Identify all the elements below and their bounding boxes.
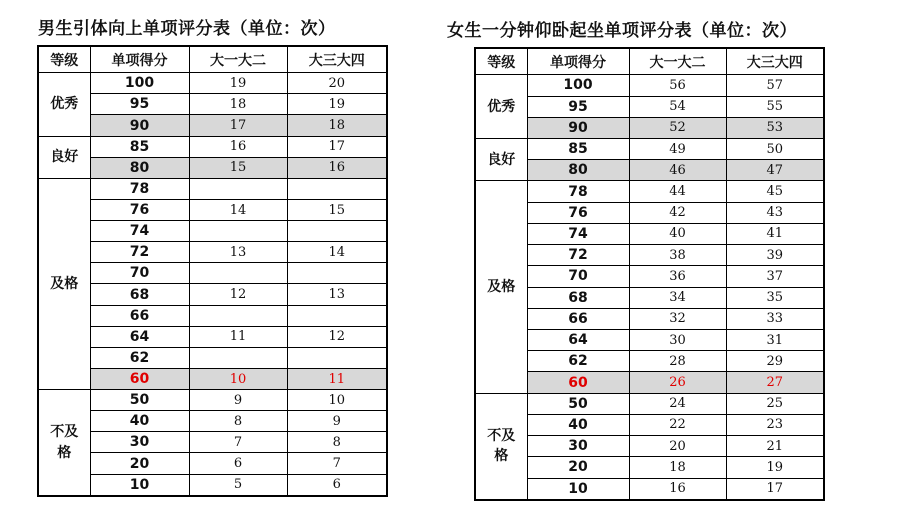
junior-senior-value bbox=[287, 221, 387, 242]
score-row bbox=[38, 73, 387, 94]
freshman-sophomore-value bbox=[189, 263, 287, 284]
score-row bbox=[475, 266, 824, 287]
freshman-sophomore-value: 19 bbox=[189, 73, 287, 94]
junior-senior-value: 31 bbox=[726, 329, 824, 350]
score-row bbox=[38, 221, 387, 242]
score-row bbox=[475, 478, 824, 500]
junior-senior-value: 10 bbox=[287, 390, 387, 411]
freshman-sophomore-value: 52 bbox=[629, 117, 726, 138]
junior-senior-value: 53 bbox=[726, 117, 824, 138]
freshman-sophomore-value: 18 bbox=[629, 457, 726, 478]
score-header: 单项得分 bbox=[90, 46, 189, 73]
junior-senior-value: 16 bbox=[287, 157, 387, 178]
junior-senior-value bbox=[287, 178, 387, 199]
freshman-sophomore-value bbox=[189, 221, 287, 242]
junior-senior-value: 15 bbox=[287, 199, 387, 220]
score-cell: 70 bbox=[90, 263, 189, 284]
junior-senior-value bbox=[287, 263, 387, 284]
grade-label: 及格 bbox=[475, 181, 527, 393]
freshman-sophomore-value: 40 bbox=[629, 223, 726, 244]
score-row bbox=[38, 474, 387, 496]
freshman-sophomore-value: 16 bbox=[189, 136, 287, 157]
junior-senior-value: 25 bbox=[726, 393, 824, 414]
score-row bbox=[38, 94, 387, 115]
score-row bbox=[38, 136, 387, 157]
score-cell: 50 bbox=[90, 390, 189, 411]
score-cell: 60 bbox=[90, 368, 189, 389]
freshman-sophomore-value bbox=[189, 305, 287, 326]
score-row bbox=[38, 305, 387, 326]
freshman-sophomore-value: 18 bbox=[189, 94, 287, 115]
score-cell: 62 bbox=[90, 347, 189, 368]
score-cell: 10 bbox=[90, 474, 189, 496]
junior-senior-value: 23 bbox=[726, 414, 824, 435]
score-cell: 76 bbox=[90, 199, 189, 220]
freshman-sophomore-value: 34 bbox=[629, 287, 726, 308]
score-cell: 76 bbox=[527, 202, 629, 223]
score-cell: 30 bbox=[527, 436, 629, 457]
score-cell: 74 bbox=[90, 221, 189, 242]
freshman-sophomore-value: 32 bbox=[629, 308, 726, 329]
score-cell: 64 bbox=[527, 329, 629, 350]
score-row bbox=[38, 453, 387, 474]
score-row bbox=[38, 157, 387, 178]
score-cell: 80 bbox=[527, 160, 629, 181]
score-cell: 72 bbox=[527, 245, 629, 266]
junior-senior-value: 39 bbox=[726, 245, 824, 266]
score-cell: 68 bbox=[90, 284, 189, 305]
header-row bbox=[38, 46, 387, 73]
score-row bbox=[475, 117, 824, 138]
junior-senior-value: 12 bbox=[287, 326, 387, 347]
grade-label: 及格 bbox=[38, 178, 90, 389]
junior-senior-value bbox=[287, 347, 387, 368]
score-row bbox=[475, 308, 824, 329]
score-row bbox=[38, 326, 387, 347]
junior-senior-value: 14 bbox=[287, 242, 387, 263]
score-row bbox=[475, 372, 824, 393]
freshman-sophomore-header: 大一大二 bbox=[629, 48, 726, 75]
header-row bbox=[475, 48, 824, 75]
freshman-sophomore-value: 15 bbox=[189, 157, 287, 178]
score-row bbox=[38, 347, 387, 368]
junior-senior-value: 33 bbox=[726, 308, 824, 329]
score-header: 单项得分 bbox=[527, 48, 629, 75]
score-cell: 10 bbox=[527, 478, 629, 500]
freshman-sophomore-value: 11 bbox=[189, 326, 287, 347]
score-cell: 60 bbox=[527, 372, 629, 393]
score-cell: 30 bbox=[90, 432, 189, 453]
score-cell: 40 bbox=[90, 411, 189, 432]
score-cell: 74 bbox=[527, 223, 629, 244]
score-cell: 95 bbox=[90, 94, 189, 115]
junior-senior-value: 35 bbox=[726, 287, 824, 308]
score-row bbox=[38, 411, 387, 432]
score-cell: 66 bbox=[527, 308, 629, 329]
score-cell: 90 bbox=[527, 117, 629, 138]
freshman-sophomore-value: 26 bbox=[629, 372, 726, 393]
junior-senior-value: 45 bbox=[726, 181, 824, 202]
score-cell: 78 bbox=[527, 181, 629, 202]
junior-senior-value: 57 bbox=[726, 75, 824, 96]
junior-senior-value: 17 bbox=[287, 136, 387, 157]
freshman-sophomore-value: 13 bbox=[189, 242, 287, 263]
score-cell: 100 bbox=[527, 75, 629, 96]
freshman-sophomore-value: 6 bbox=[189, 453, 287, 474]
junior-senior-value: 13 bbox=[287, 284, 387, 305]
female-table-title: 女生一分钟仰卧起坐单项评分表（单位：次） bbox=[447, 21, 797, 41]
junior-senior-value: 43 bbox=[726, 202, 824, 223]
junior-senior-value: 7 bbox=[287, 453, 387, 474]
grade-label: 良好 bbox=[475, 139, 527, 181]
score-cell: 40 bbox=[527, 414, 629, 435]
score-row bbox=[475, 160, 824, 181]
junior-senior-value: 19 bbox=[726, 457, 824, 478]
freshman-sophomore-header: 大一大二 bbox=[189, 46, 287, 73]
score-row bbox=[38, 115, 387, 136]
score-row bbox=[38, 368, 387, 389]
score-cell: 100 bbox=[90, 73, 189, 94]
grade-label: 优秀 bbox=[475, 75, 527, 139]
grade-header: 等级 bbox=[475, 48, 527, 75]
male-pullup-score-table bbox=[37, 45, 388, 497]
score-row bbox=[475, 139, 824, 160]
junior-senior-header: 大三大四 bbox=[726, 48, 824, 75]
score-row bbox=[475, 457, 824, 478]
junior-senior-header: 大三大四 bbox=[287, 46, 387, 73]
freshman-sophomore-value: 49 bbox=[629, 139, 726, 160]
score-row bbox=[475, 329, 824, 350]
freshman-sophomore-value: 14 bbox=[189, 199, 287, 220]
score-row bbox=[475, 414, 824, 435]
male-table-title: 男生引体向上单项评分表（单位：次） bbox=[38, 19, 336, 39]
freshman-sophomore-value: 10 bbox=[189, 368, 287, 389]
freshman-sophomore-value: 38 bbox=[629, 245, 726, 266]
junior-senior-value: 41 bbox=[726, 223, 824, 244]
score-row bbox=[475, 351, 824, 372]
score-row bbox=[38, 242, 387, 263]
score-row bbox=[475, 96, 824, 117]
junior-senior-value: 47 bbox=[726, 160, 824, 181]
score-row bbox=[475, 75, 824, 96]
junior-senior-value: 29 bbox=[726, 351, 824, 372]
freshman-sophomore-value bbox=[189, 178, 287, 199]
score-cell: 85 bbox=[90, 136, 189, 157]
score-row bbox=[38, 263, 387, 284]
junior-senior-value: 50 bbox=[726, 139, 824, 160]
score-cell: 80 bbox=[90, 157, 189, 178]
junior-senior-value: 17 bbox=[726, 478, 824, 500]
grade-label: 不及 格 bbox=[475, 393, 527, 500]
junior-senior-value: 55 bbox=[726, 96, 824, 117]
score-cell: 20 bbox=[90, 453, 189, 474]
score-cell: 95 bbox=[527, 96, 629, 117]
junior-senior-value: 27 bbox=[726, 372, 824, 393]
score-row bbox=[38, 432, 387, 453]
junior-senior-value: 6 bbox=[287, 474, 387, 496]
freshman-sophomore-value: 22 bbox=[629, 414, 726, 435]
score-row bbox=[475, 181, 824, 202]
score-cell: 68 bbox=[527, 287, 629, 308]
score-cell: 70 bbox=[527, 266, 629, 287]
freshman-sophomore-value: 16 bbox=[629, 478, 726, 500]
freshman-sophomore-value: 17 bbox=[189, 115, 287, 136]
junior-senior-value: 20 bbox=[287, 73, 387, 94]
grade-label: 良好 bbox=[38, 136, 90, 178]
freshman-sophomore-value: 36 bbox=[629, 266, 726, 287]
junior-senior-value: 11 bbox=[287, 368, 387, 389]
freshman-sophomore-value: 24 bbox=[629, 393, 726, 414]
score-cell: 90 bbox=[90, 115, 189, 136]
freshman-sophomore-value: 46 bbox=[629, 160, 726, 181]
freshman-sophomore-value: 54 bbox=[629, 96, 726, 117]
score-row bbox=[38, 284, 387, 305]
freshman-sophomore-value: 44 bbox=[629, 181, 726, 202]
freshman-sophomore-value: 42 bbox=[629, 202, 726, 223]
freshman-sophomore-value: 5 bbox=[189, 474, 287, 496]
score-row bbox=[38, 178, 387, 199]
score-row bbox=[38, 390, 387, 411]
junior-senior-value: 21 bbox=[726, 436, 824, 457]
grade-header: 等级 bbox=[38, 46, 90, 73]
score-row bbox=[475, 287, 824, 308]
score-cell: 50 bbox=[527, 393, 629, 414]
score-row bbox=[475, 393, 824, 414]
junior-senior-value: 18 bbox=[287, 115, 387, 136]
score-row bbox=[475, 223, 824, 244]
freshman-sophomore-value: 20 bbox=[629, 436, 726, 457]
score-row bbox=[38, 199, 387, 220]
freshman-sophomore-value: 12 bbox=[189, 284, 287, 305]
freshman-sophomore-value: 7 bbox=[189, 432, 287, 453]
score-cell: 78 bbox=[90, 178, 189, 199]
score-cell: 85 bbox=[527, 139, 629, 160]
junior-senior-value: 9 bbox=[287, 411, 387, 432]
score-cell: 64 bbox=[90, 326, 189, 347]
score-cell: 66 bbox=[90, 305, 189, 326]
freshman-sophomore-value: 30 bbox=[629, 329, 726, 350]
junior-senior-value: 19 bbox=[287, 94, 387, 115]
score-cell: 72 bbox=[90, 242, 189, 263]
score-row bbox=[475, 436, 824, 457]
score-row bbox=[475, 245, 824, 266]
junior-senior-value: 8 bbox=[287, 432, 387, 453]
junior-senior-value: 37 bbox=[726, 266, 824, 287]
score-row bbox=[475, 202, 824, 223]
score-cell: 62 bbox=[527, 351, 629, 372]
score-cell: 20 bbox=[527, 457, 629, 478]
junior-senior-value bbox=[287, 305, 387, 326]
freshman-sophomore-value: 9 bbox=[189, 390, 287, 411]
grade-label: 优秀 bbox=[38, 73, 90, 136]
freshman-sophomore-value bbox=[189, 347, 287, 368]
freshman-sophomore-value: 28 bbox=[629, 351, 726, 372]
female-situp-score-table bbox=[474, 47, 825, 501]
grade-label: 不及 格 bbox=[38, 390, 90, 496]
freshman-sophomore-value: 56 bbox=[629, 75, 726, 96]
freshman-sophomore-value: 8 bbox=[189, 411, 287, 432]
